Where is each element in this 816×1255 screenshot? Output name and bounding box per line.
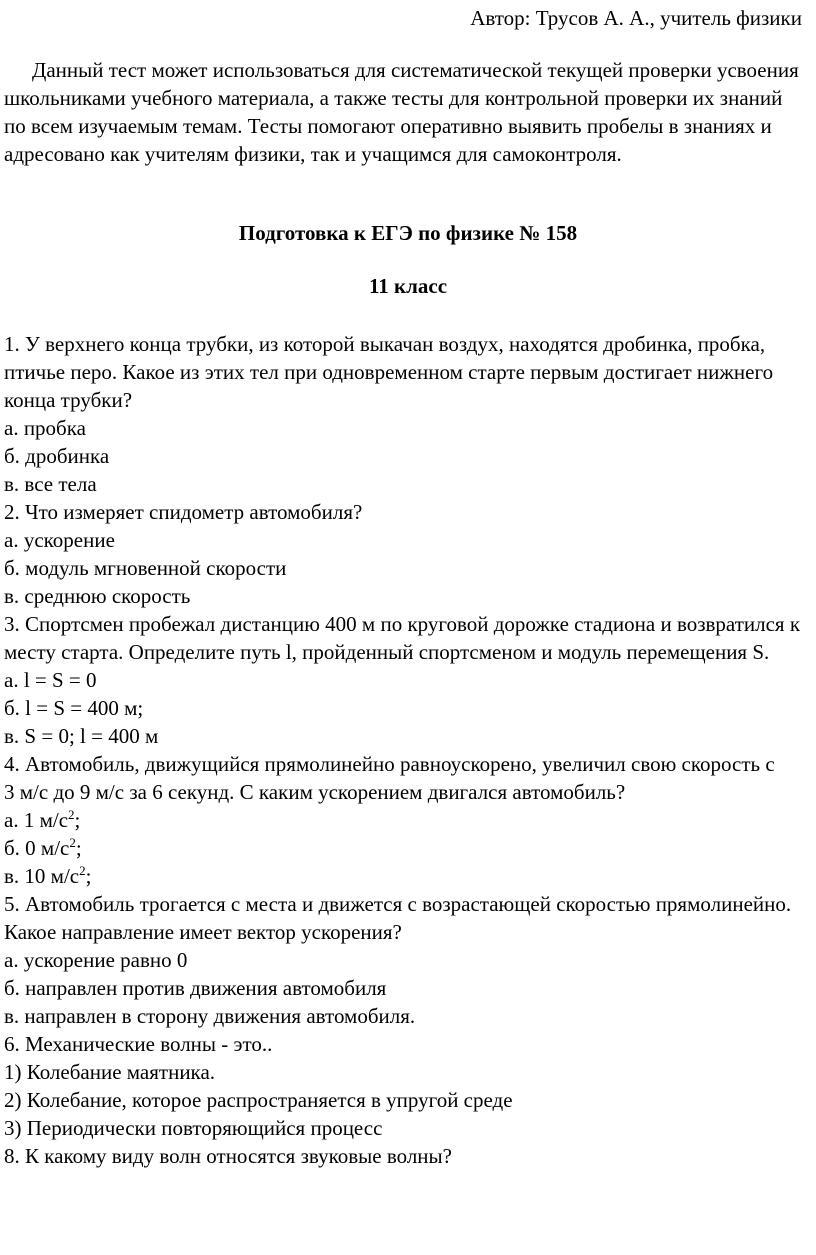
question-3-option-a: а. l = S = 0: [4, 668, 97, 692]
question-4-option-b: [4, 834, 802, 862]
question-6-option-2: 2) Колебание, которое распространяется в упругой среде: [4, 1088, 513, 1112]
question-5-text-2: Какое направление имеет вектор ускорения?: [4, 920, 402, 944]
question-6-text: 6. Механические волны - это..: [4, 1032, 273, 1056]
question-5-option-b: б. направлен против движения автомобиля: [4, 976, 387, 1000]
question-5-option-a: а. ускорение равно 0: [4, 948, 188, 972]
question-1-option-c: в. все тела: [4, 472, 97, 496]
semicolon: ;: [75, 836, 82, 860]
question-4-option-c: [4, 862, 802, 890]
page-title: Подготовка к ЕГЭ по физике № 158: [238, 221, 578, 245]
question-6-option-3: 3) Периодически повторяющийся процесс: [4, 1116, 383, 1140]
exponent: 2: [79, 863, 86, 878]
intro-paragraph: Данный тест может использоваться для систематической текущей проверки усвоения школьниками учебного материала, а также тесты для контрольной проверки их знаний по всем изучаемым темам. Тесты помогают оперативно выявить пробелы в знаниях и адресовано как учителям физики, так и учащимся для самоконтроля.: [4, 58, 799, 166]
grade-subtitle: 11 класс: [368, 274, 448, 298]
question-4-text-1: 4. Автомобиль, движущийся прямолинейно равноускорено, увеличил свою скорость с: [4, 752, 775, 776]
option-a-value: а. 1 м/с: [4, 808, 69, 832]
semicolon: ;: [74, 808, 81, 832]
question-2-option-b: б. модуль мгновенной скорости: [4, 556, 287, 580]
question-1-text: 1. У верхнего конца трубки, из которой выкачан воздух, находятся дробинка, пробка, птичье перо. Какое из этих тел при одновременном старте первым достигает нижнего конца трубки?: [4, 332, 774, 412]
question-1-option-b: б. дробинка: [4, 444, 110, 468]
question-6-option-1: 1) Колебание маятника.: [4, 1060, 216, 1084]
exponent: 2: [69, 835, 76, 850]
question-1-option-a: а. пробка: [4, 416, 86, 440]
question-4-option-a: [4, 806, 802, 834]
semicolon: ;: [85, 864, 92, 888]
exponent: 2: [68, 807, 75, 822]
option-b-value: б. 0 м/с: [4, 836, 70, 860]
question-5-text-1: 5. Автомобиль трогается с места и движется с возрастающей скоростью прямолинейно.: [4, 892, 792, 916]
question-4-text-2: 3 м/с до 9 м/с за 6 секунд. С каким ускорением двигался автомобиль?: [4, 780, 626, 804]
question-5-option-c: в. направлен в сторону движения автомобиля.: [4, 1004, 416, 1028]
author-line: Автор: Трусов А. А., учитель физики: [470, 6, 802, 30]
question-2-text: 2. Что измеряет спидометр автомобиля?: [4, 500, 363, 524]
question-3-option-b: б. l = S = 400 м;: [4, 696, 144, 720]
question-2-option-a: а. ускорение: [4, 528, 115, 552]
questions-list: [4, 330, 802, 1170]
question-3-option-c: в. S = 0; l = 400 м: [4, 724, 159, 748]
option-c-value: в. 10 м/с: [4, 864, 80, 888]
question-3-text: 3. Спортсмен пробежал дистанцию 400 м по круговой дорожке стадиона и возвратился к месту старта. Определите путь l, пройденный спортсменом и модуль перемещения S.: [4, 612, 801, 664]
question-2-option-c: в. среднюю скорость: [4, 584, 191, 608]
question-8-text: 8. К какому виду волн относятся звуковые волны?: [4, 1144, 452, 1168]
